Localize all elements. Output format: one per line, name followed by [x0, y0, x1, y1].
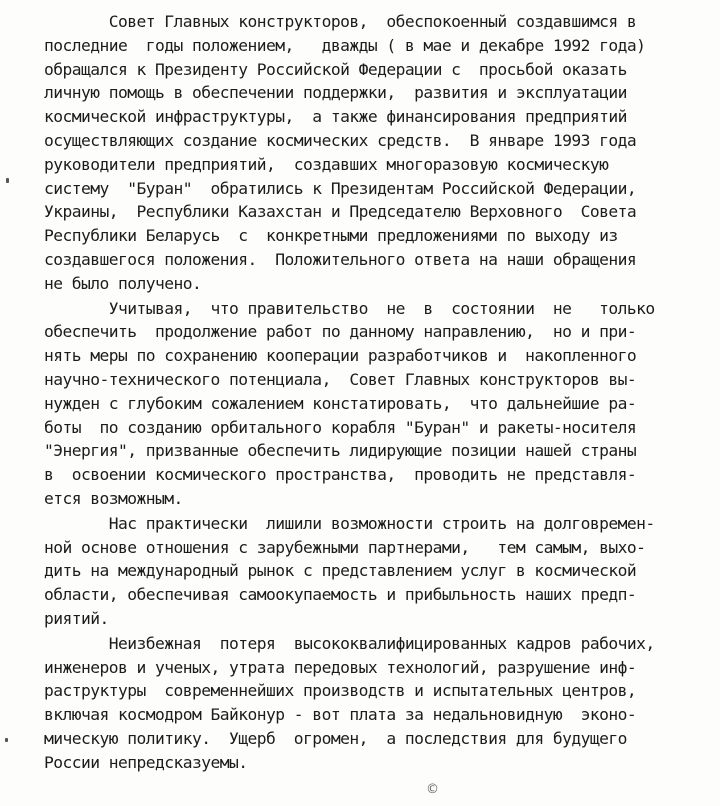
- page-mark: ©: [426, 782, 439, 797]
- scan-speck: [6, 178, 9, 183]
- text-line: области, обеспечивая самоокупаемость и прибыльность наших предп-: [44, 585, 637, 605]
- scan-speck: [5, 738, 8, 742]
- text-line: Республики Беларусь с конкретными предложениями по выходу из: [44, 226, 618, 246]
- text-line: не было получено.: [44, 273, 202, 293]
- text-line: в освоении космического пространства, проводить не представля-: [44, 465, 637, 485]
- text-line: нять меры по сохранению кооперации разработчиков и накопленного: [44, 346, 637, 366]
- text-line: раструктуры современнейших производств и испытательных центров,: [44, 681, 637, 701]
- text-line: создавшегося положения. Положительного ответа на наши обращения: [44, 249, 637, 269]
- text-line: Учитывая, что правительство не в состоянии не только: [44, 298, 655, 318]
- text-line: "Энергия", призванные обеспечить лидирующие позиции нашей страны: [44, 441, 637, 461]
- text-line: систему "Буран" обратились к Президентам Российской Федерации,: [44, 178, 637, 198]
- text-line: личную помощь в обеспечении поддержки, развития и эксплуатации: [44, 83, 627, 103]
- text-line: Совет Главных конструкторов, обеспокоенный создавшимся в: [44, 12, 637, 31]
- text-line: осуществляющих создание космических средств. В январе 1993 года: [44, 130, 637, 150]
- text-line: Украины, Республики Казахстан и Председателю Верховного Совета: [44, 202, 637, 222]
- text-line: боты по созданию орбитального корабля "Буран" и ракеты-носителя: [44, 417, 637, 437]
- text-line: Нас практически лишили возможности строить на долговремен-: [44, 513, 655, 533]
- text-line: России непредсказуемы.: [44, 752, 248, 772]
- text-line: обращался к Президенту Российской Федерации с просьбой оказать: [44, 59, 627, 79]
- text-line: ется возможным.: [44, 488, 183, 508]
- text-line: включая космодром Байконур - вот плата за недальновидную эконо-: [44, 705, 637, 725]
- text-line: руководители предприятий, создавших многоразовую космическую: [44, 154, 609, 174]
- text-line: Неизбежная потеря высококвалифицированных кадров рабочих,: [44, 633, 655, 653]
- paragraph-2: [44, 297, 684, 511]
- paragraph-1: [44, 10, 684, 296]
- text-line: обеспечить продолжение работ по данному направлению, но и при-: [44, 322, 637, 342]
- text-line: ной основе отношения с зарубежными партнерами, тем самым, выхо-: [44, 537, 646, 557]
- text-line: космической инфраструктуры, а также финансирования предприятий: [44, 107, 627, 127]
- document-body: [44, 10, 684, 775]
- text-line: риятий.: [44, 608, 109, 628]
- text-line: последние годы положением, дважды ( в мае и декабре 1992 года): [44, 35, 646, 55]
- text-line: инженеров и ученых, утрата передовых технологий, разрушение инф-: [44, 657, 637, 677]
- paragraph-4: [44, 632, 684, 775]
- text-line: научно-технического потенциала, Совет Главных конструкторов вы-: [44, 369, 637, 389]
- text-line: дить на международный рынок с представлением услуг в космической: [44, 561, 637, 581]
- text-line: нужден с глубоким сожалением констатировать, что дальнейшие ра-: [44, 393, 637, 413]
- text-line: мическую политику. Ущерб огромен, а последствия для будущего: [44, 728, 627, 748]
- paragraph-3: [44, 512, 684, 631]
